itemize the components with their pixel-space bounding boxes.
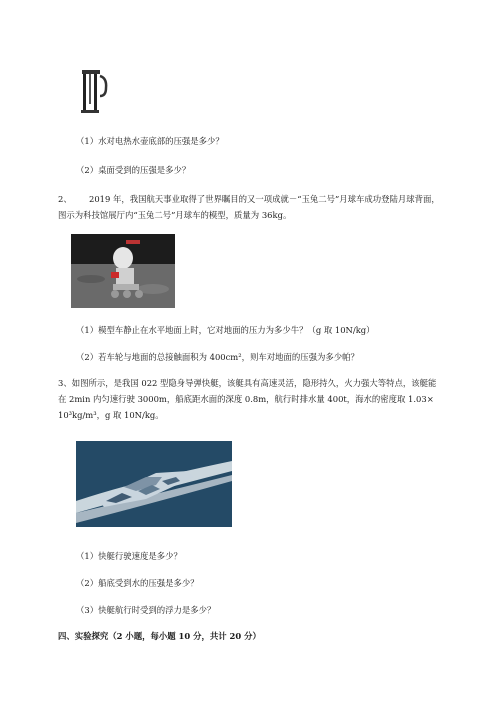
section-4-heading: 四、实验探究（2 小题，每小题 10 分，共计 20 分） [58,631,261,641]
question-3-sub-1: （1）快艇行驶速度是多少？ [76,551,182,561]
question-3-line-2: 在 2min 内匀速行驶 3000m，船底距水面的深度 0.8m，航行时排水量 400t，海水的密度取 1.03× [58,394,434,404]
question-3-line-1: 3、如图所示，是我国 022 型隐身导弹快艇，该艇具有高速灵活，隐形持久，火力强大等特点，该艇能 [58,378,437,388]
question-3-sub-2: （2）船底受到水的压强是多少？ [76,578,199,588]
question-2-sub-1: （1）模型车静止在水平地面上时，它对地面的压力为多少牛？（g 取 10N/kg） [76,325,375,335]
kettle-question-1: （1）水对电热水壶底部的压强是多少？ [76,136,224,146]
kettle-figure [76,66,110,116]
question-2-number: 2、 [58,194,72,204]
kettle-question-2: （2）桌面受到的压强是多少？ [76,165,191,175]
question-2-line-1: 2019 年，我国航天事业取得了世界瞩目的又一项成就－“玉兔二号”月球车成功登陆月球背面， [89,194,440,204]
question-2-line-2: 图示为科技馆展厅内“玉兔二号”月球车的模型，质量为 36kg。 [58,210,292,220]
question-2-sub-2: （2）若车轮与地面的总接触面积为 400cm²，则车对地面的压强为多少帕？ [76,352,359,362]
question-3-sub-3: （3）快艇航行时受到的浮力是多少？ [76,605,216,615]
question-3-line-3: 10³kg/m³，g 取 10N/kg。 [58,410,164,420]
missile-boat-photo [76,441,232,527]
moon-rover-photo [71,234,175,308]
